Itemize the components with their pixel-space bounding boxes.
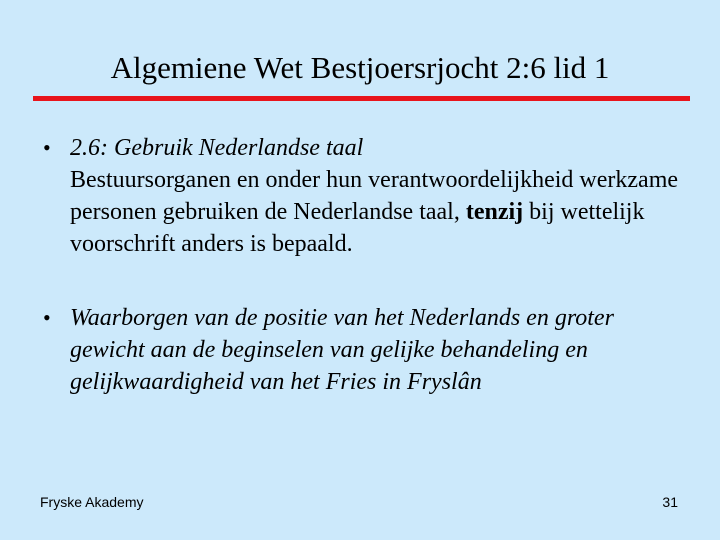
page-number: 31 bbox=[662, 494, 678, 510]
bullet-list bbox=[40, 132, 680, 398]
bullet-marker: • bbox=[43, 135, 51, 160]
bullet-body-emphasis: tenzij bbox=[465, 199, 524, 225]
bullet-body bbox=[70, 164, 680, 260]
bullet-text: Waarborgen van de positie van het Nederlands en groter gewicht aan de beginselen van gelijke behandeling en gelijkwaardigheid van het Fries in Fryslân bbox=[70, 305, 614, 395]
bullet-item-1 bbox=[40, 132, 680, 260]
slide-title: Algemiene Wet Bestjoersrjocht 2:6 lid 1 bbox=[110, 50, 610, 85]
title-underline bbox=[33, 96, 690, 101]
bullet-marker: • bbox=[43, 305, 51, 330]
bullet-body-end: bij wettelijk voorschrift anders is bepaald. bbox=[70, 199, 645, 257]
bullet-heading: 2.6: Gebruik Nederlandse taal bbox=[70, 135, 364, 161]
bullet-item-2 bbox=[40, 302, 680, 398]
bullet-body-start: Bestuursorganen en onder hun verantwoordelijkheid werkzame personen gebruiken de Nederlandse taal, bbox=[70, 167, 679, 225]
footer-organization: Fryske Akademy bbox=[40, 494, 144, 510]
